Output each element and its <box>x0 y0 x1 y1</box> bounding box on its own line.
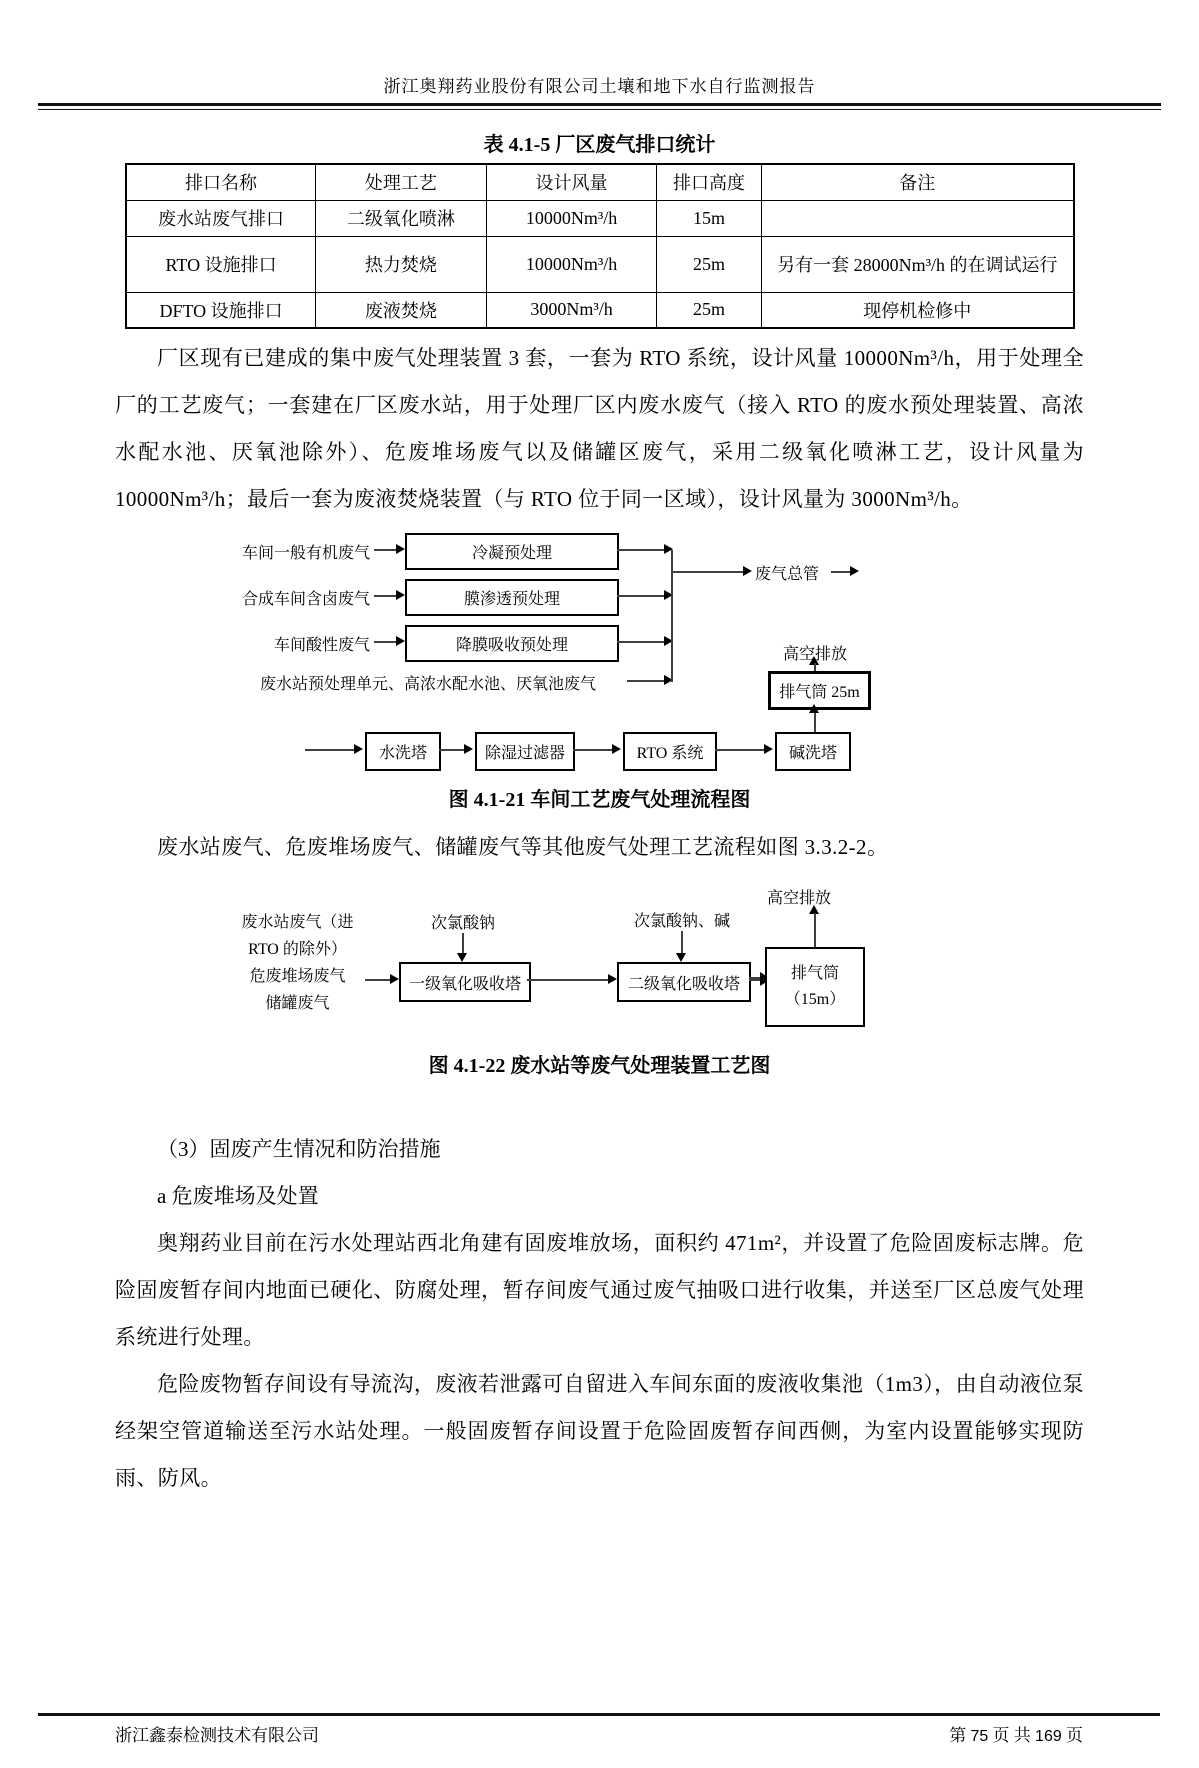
water-wash-tower-box: 水洗塔 <box>365 732 441 771</box>
body-paragraph: 奥翔药业目前在污水处理站西北角建有固废堆放场，面积约 471m²，并设置了危险固废标志牌。危险固废暂存间内地面已硬化、防腐处理，暂存间废气通过废气抽吸口进行收集，并送至厂区总废气处理系统进行处理。 <box>115 1231 1084 1349</box>
flow-line <box>374 595 396 597</box>
sodium-hypochlorite-label: 次氯酸钠 <box>430 915 495 932</box>
flow-line <box>814 663 816 671</box>
table-cell: 25m <box>657 236 761 292</box>
table-row <box>126 236 1074 292</box>
footer-page-middle: 页 共 <box>988 1726 1036 1745</box>
gas-manifold-label: 废气总管 <box>755 566 820 583</box>
input-wastewater-units-label: 废水站预处理单元、高浓水配水池、厌氧池废气 <box>260 676 597 693</box>
flow-line <box>365 979 391 981</box>
secondary-oxidation-tower-box: 二级氧化吸收塔 <box>617 962 751 1002</box>
table-cell: 废液焚烧 <box>316 292 487 328</box>
table-cell: 废水站废气排口 <box>126 200 316 236</box>
flow-line <box>617 641 665 643</box>
footer-page-prefix: 第 <box>949 1726 971 1745</box>
table-cell: 另有一套 28000Nm³/h 的在调试运行 <box>761 236 1074 292</box>
arrow-down-icon <box>457 953 467 962</box>
flow-line <box>814 712 816 732</box>
arrow-right-icon <box>464 744 473 754</box>
condensation-pretreatment-box: 冷凝预处理 <box>405 533 619 570</box>
table-cell: 25m <box>657 292 761 328</box>
subsection-heading: a 危废堆场及处置 <box>157 1184 319 1208</box>
flow-line <box>573 749 613 751</box>
flow-line <box>617 549 665 551</box>
input-acidic-gas-label: 车间酸性废气 <box>273 637 370 654</box>
table-row <box>126 200 1074 236</box>
flow-line <box>814 913 816 947</box>
flow-line <box>715 749 765 751</box>
page-content <box>115 128 1084 1502</box>
column-header: 处理工艺 <box>316 164 487 200</box>
high-altitude-discharge-label: 高空排放 <box>783 646 848 663</box>
column-header: 排口名称 <box>126 164 316 200</box>
page-footer <box>38 1713 1160 1746</box>
high-altitude-discharge-label: 高空排放 <box>767 890 832 907</box>
footer-page-indicator <box>949 1721 1083 1746</box>
figure1-caption: 图 4.1-21 车间工艺废气处理流程图 <box>448 789 751 811</box>
table-cell: 现停机检修中 <box>761 292 1074 328</box>
arrow-right-icon <box>608 974 617 984</box>
arrow-right-icon <box>396 636 405 646</box>
table-cell: 二级氧化喷淋 <box>316 200 487 236</box>
footer-current-page: 75 <box>970 1728 989 1745</box>
stack-25m-box: 排气筒 25m <box>768 671 871 710</box>
membrane-pretreatment-box: 膜渗透预处理 <box>405 579 619 616</box>
rto-system-box: RTO 系统 <box>623 732 717 771</box>
stack-label-line: 排气筒 <box>790 965 839 982</box>
table-header-row <box>126 164 1074 200</box>
arrow-right-icon <box>764 744 773 754</box>
arrow-down-icon <box>676 953 686 962</box>
arrow-right-icon <box>390 974 399 984</box>
body-paragraph: 危险废物暂存间设有导流沟，废液若泄露可自留进入车间东面的废液收集池（1m3），由自动液位泵经架空管道输送至污水站处理。一般固废暂存间设置于危险固废暂存间西侧，为室内设置能够实现防雨、防风。 <box>115 1372 1084 1490</box>
arrow-right-icon <box>850 566 859 576</box>
body-paragraph: 厂区现有已建成的集中废气处理装置 3 套，一套为 RTO 系统，设计风量 10000Nm³/h，用于处理全厂的工艺废气；一套建在厂区废水站，用于处理厂区内废水废气（接入 RTO 的废水预处理装置、高浓水配水池、厌氧池除外）、危废堆场废气以及储罐区废气，采用二级氧化喷淋工艺，设计风量为 10000Nm³/h；最后一套为废液焚烧装置（与 RTO 位于同一区域），设计风量为 3000Nm³/h。 <box>115 346 1084 511</box>
stack-15m-box <box>765 947 865 1027</box>
figure-wastewater-gas-flow <box>115 883 1084 1035</box>
arrow-right-icon <box>396 544 405 554</box>
flow-line <box>374 641 396 643</box>
dehumidifier-filter-box: 除湿过滤器 <box>475 732 575 771</box>
arrow-right-icon <box>743 566 752 576</box>
flow-line <box>527 979 609 981</box>
primary-oxidation-tower-box: 一级氧化吸收塔 <box>399 962 531 1002</box>
table-cell: 热力焚烧 <box>316 236 487 292</box>
flow-line <box>831 571 851 573</box>
table-cell: 10000Nm³/h <box>486 200 657 236</box>
table-cell: RTO 设施排口 <box>126 236 316 292</box>
table-cell: 10000Nm³/h <box>486 236 657 292</box>
header-divider <box>38 103 1161 110</box>
flow-line <box>462 933 464 953</box>
column-header: 备注 <box>761 164 1074 200</box>
arrow-right-icon <box>612 744 621 754</box>
collector-line <box>671 550 673 682</box>
table-cell <box>761 200 1074 236</box>
flow-line <box>305 749 355 751</box>
flow-line <box>672 571 744 573</box>
body-paragraph: 废水站废气、危废堆场废气、储罐废气等其他废气处理工艺流程如图 3.3.2-2。 <box>157 835 889 859</box>
footer-company: 浙江鑫泰检测技术有限公司 <box>115 1726 319 1745</box>
figure2-caption: 图 4.1-22 废水站等废气处理装置工艺图 <box>428 1055 771 1077</box>
arrow-right-icon <box>396 590 405 600</box>
source-line: 废水站废气（进 <box>241 914 354 931</box>
source-gases-label <box>200 909 395 1017</box>
arrow-up-icon <box>809 704 819 713</box>
source-line: RTO 的除外） <box>248 941 347 958</box>
figure-workshop-gas-flow <box>115 531 1084 773</box>
report-title: 浙江奥翔药业股份有限公司土壤和地下水自行监测报告 <box>383 77 816 96</box>
section-heading: （3）固废产生情况和防治措施 <box>157 1137 441 1161</box>
page-header <box>38 72 1161 110</box>
table-title: 表 4.1-5 厂区废气排口统计 <box>483 134 716 156</box>
table-cell: DFTO 设施排口 <box>126 292 316 328</box>
source-line: 危废堆场废气 <box>249 968 346 985</box>
source-line: 储罐废气 <box>265 995 330 1012</box>
table-row <box>126 292 1074 328</box>
arrow-right-icon <box>354 744 363 754</box>
sodium-hypochlorite-alkali-label: 次氯酸钠、碱 <box>633 913 730 930</box>
flow-line <box>681 931 683 953</box>
alkali-wash-tower-box: 碱洗塔 <box>775 732 851 771</box>
footer-total-pages: 169 <box>1035 1728 1062 1745</box>
outlet-statistics-table <box>125 163 1075 329</box>
falling-film-pretreatment-box: 降膜吸收预处理 <box>405 625 619 662</box>
flow-line <box>374 549 396 551</box>
column-header: 设计风量 <box>486 164 657 200</box>
flow-line <box>627 680 664 682</box>
input-halogen-gas-label: 合成车间含卤废气 <box>241 591 370 608</box>
flow-line <box>439 749 465 751</box>
footer-page-suffix: 页 <box>1061 1726 1083 1745</box>
stack-label-line: （15m） <box>784 991 846 1008</box>
input-organic-gas-label: 车间一般有机废气 <box>241 545 370 562</box>
column-header: 排口高度 <box>657 164 761 200</box>
table-cell: 15m <box>657 200 761 236</box>
table-cell: 3000Nm³/h <box>486 292 657 328</box>
flow-line <box>617 595 665 597</box>
